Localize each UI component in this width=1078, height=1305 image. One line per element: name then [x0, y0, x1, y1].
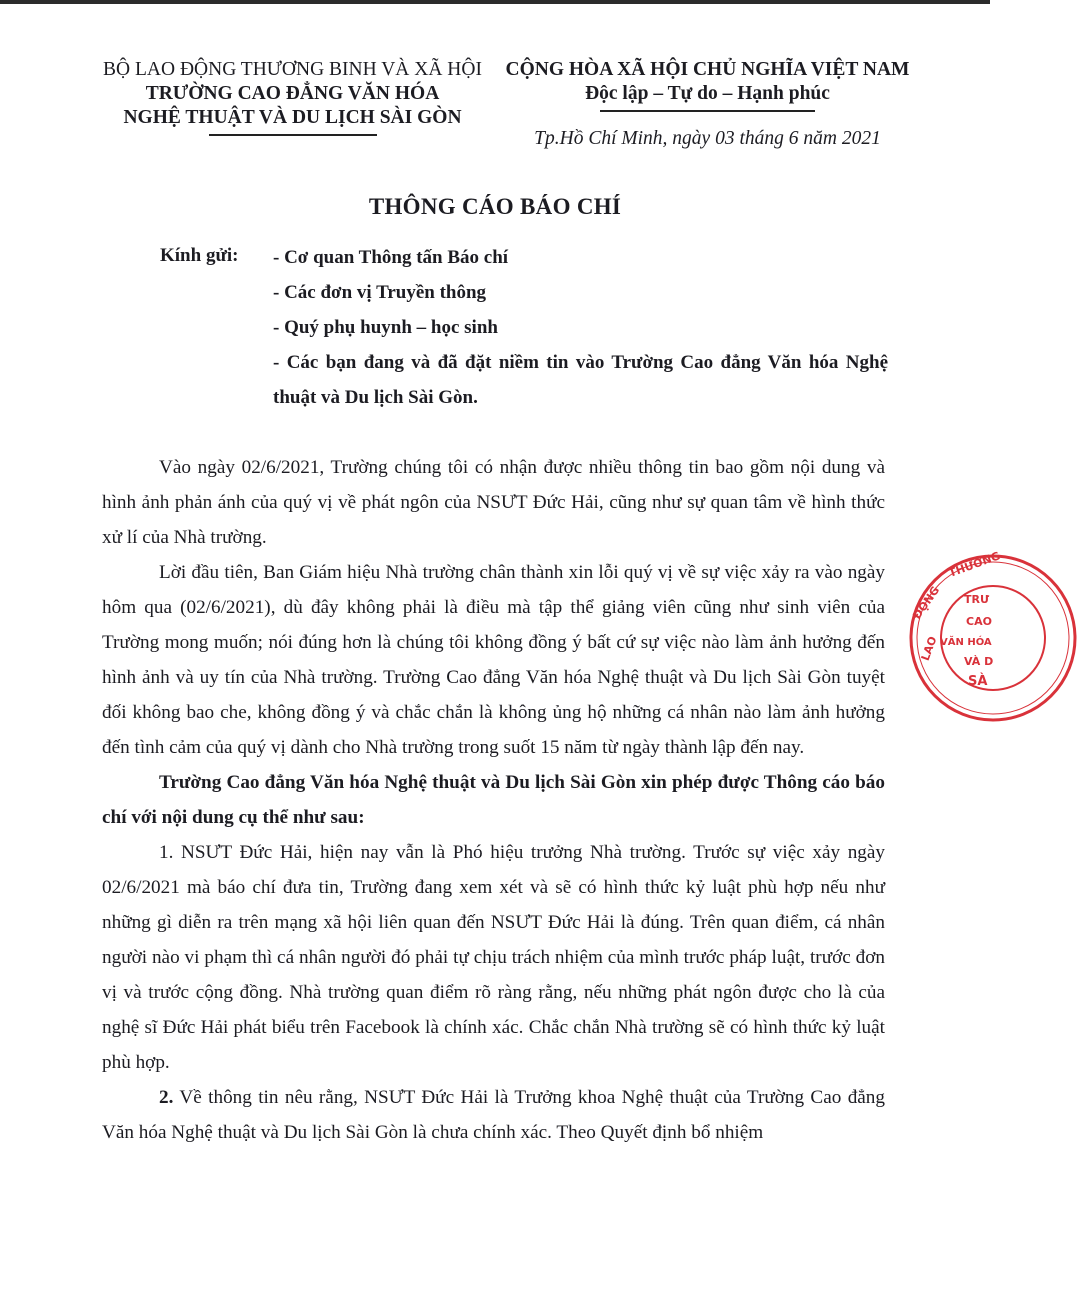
- body-paragraph: Vào ngày 02/6/2021, Trường chúng tôi có nhận được nhiều thông tin bao gồm nội dung và hình ảnh phản ánh của quý vị về phát ngôn của NSƯT Đức Hải, cũng như sự quan tâm về hình thức xử lí của Nhà trường.: [102, 457, 885, 548]
- issuer-header: [100, 58, 485, 136]
- body-paragraph: 1. NSƯT Đức Hải, hiện nay vẫn là Phó hiệu trưởng Nhà trường. Trước sự việc xảy ngày 02/6/2021 mà báo chí đưa tin, Trường đang xem xét và sẽ có hình thức kỷ luật phù hợp nếu như những gì diễn ra trên mạng xã hội liên quan đến NSƯT Đức Hải là đúng. Trên quan điểm, cá nhân người nào vi phạm thì cá nhân người đó phải tự chịu trách nhiệm của mình trước pháp luật, trước đơn vị và trước cộng đồng. Nhà trường quan điểm rõ ràng rằng, nếu những phát ngôn được cho là của nghệ sĩ Đức Hải phát biểu trên Facebook là chính xác. Chắc chắn Nhà trường sẽ có hình thức kỷ luật phù hợp.: [102, 842, 885, 1073]
- recipient-item: - Quý phụ huynh – học sinh: [273, 317, 498, 338]
- svg-text:VÀ D: VÀ D: [964, 655, 994, 668]
- svg-text:SÀ: SÀ: [968, 674, 988, 689]
- ministry-name: BỘ LAO ĐỘNG THƯƠNG BINH VÀ XÃ HỘI: [103, 59, 482, 80]
- official-seal-icon: [908, 549, 1078, 723]
- body-paragraph-bold: Trường Cao đẳng Văn hóa Nghệ thuật và Du lịch Sài Gòn xin phép được Thông cáo báo chí với nội dung cụ thể như sau:: [102, 772, 885, 828]
- item-text: Về thông tin nêu rằng, NSƯT Đức Hải là Trưởng khoa Nghệ thuật của Trường Cao đẳng Văn hóa Nghệ thuật và Du lịch Sài Gòn là chưa chính xác. Theo Quyết định bổ nhiệm: [102, 1087, 885, 1143]
- svg-text:CAO: CAO: [966, 615, 992, 628]
- svg-text:TRƯ: TRƯ: [964, 593, 990, 606]
- body-paragraph: Lời đầu tiên, Ban Giám hiệu Nhà trường chân thành xin lỗi quý vị về sự việc xảy ra vào ngày hôm qua (02/6/2021), dù đây không phải là điều mà tập thể giảng viên cũng như sinh viên của Trường mong muốn; nói đúng hơn là chúng tôi không đồng ý bất cứ sự việc nào làm ảnh hưởng đến hình ảnh và uy tín của Nhà trường. Trường Cao đẳng Văn hóa Nghệ thuật và Du lịch Sài Gòn tuyệt đối không bao che, không đồng ý và chắc chắn là không ủng hộ những cá nhân nào làm ảnh hưởng đến tình cảm của quý vị dành cho Nhà trường trong suốt 15 năm từ ngày thành lập đến nay.: [102, 562, 885, 758]
- svg-text:ĐỘNG: ĐỘNG: [910, 584, 943, 622]
- national-header: [505, 58, 910, 112]
- recipient-item: - Các đơn vị Truyền thông: [273, 282, 487, 303]
- school-name-line1: TRƯỜNG CAO ĐẲNG VĂN HÓA: [145, 83, 440, 104]
- item-number: 2.: [159, 1087, 174, 1108]
- document-title: THÔNG CÁO BÁO CHÍ: [368, 194, 622, 219]
- recipient-item: - Cơ quan Thông tấn Báo chí: [273, 247, 509, 268]
- school-name-line2: NGHỆ THUẬT VÀ DU LỊCH SÀI GÒN: [123, 107, 462, 128]
- svg-text:LAO: LAO: [918, 634, 940, 663]
- motto-underline: [600, 110, 815, 112]
- scan-edge: [0, 0, 990, 4]
- nation-name: CỘNG HÒA XÃ HỘI CHỦ NGHĨA VIỆT NAM: [505, 59, 910, 80]
- document-body: [102, 450, 885, 1150]
- svg-text:THƯƠNG: THƯƠNG: [946, 549, 1002, 580]
- document-date: Tp.Hồ Chí Minh, ngày 03 tháng 6 năm 2021: [534, 128, 881, 149]
- recipients-label: Kính gửi:: [160, 245, 239, 266]
- header-underline: [209, 134, 377, 136]
- national-motto: Độc lập – Tự do – Hạnh phúc: [585, 83, 830, 104]
- svg-text:VĂN HÓA: VĂN HÓA: [940, 637, 992, 648]
- body-paragraph-item2: [102, 1080, 885, 1150]
- recipient-item: - Các bạn đang và đã đặt niềm tin vào Trường Cao đẳng Văn hóa Nghệ thuật và Du lịch Sài Gòn.: [273, 352, 888, 408]
